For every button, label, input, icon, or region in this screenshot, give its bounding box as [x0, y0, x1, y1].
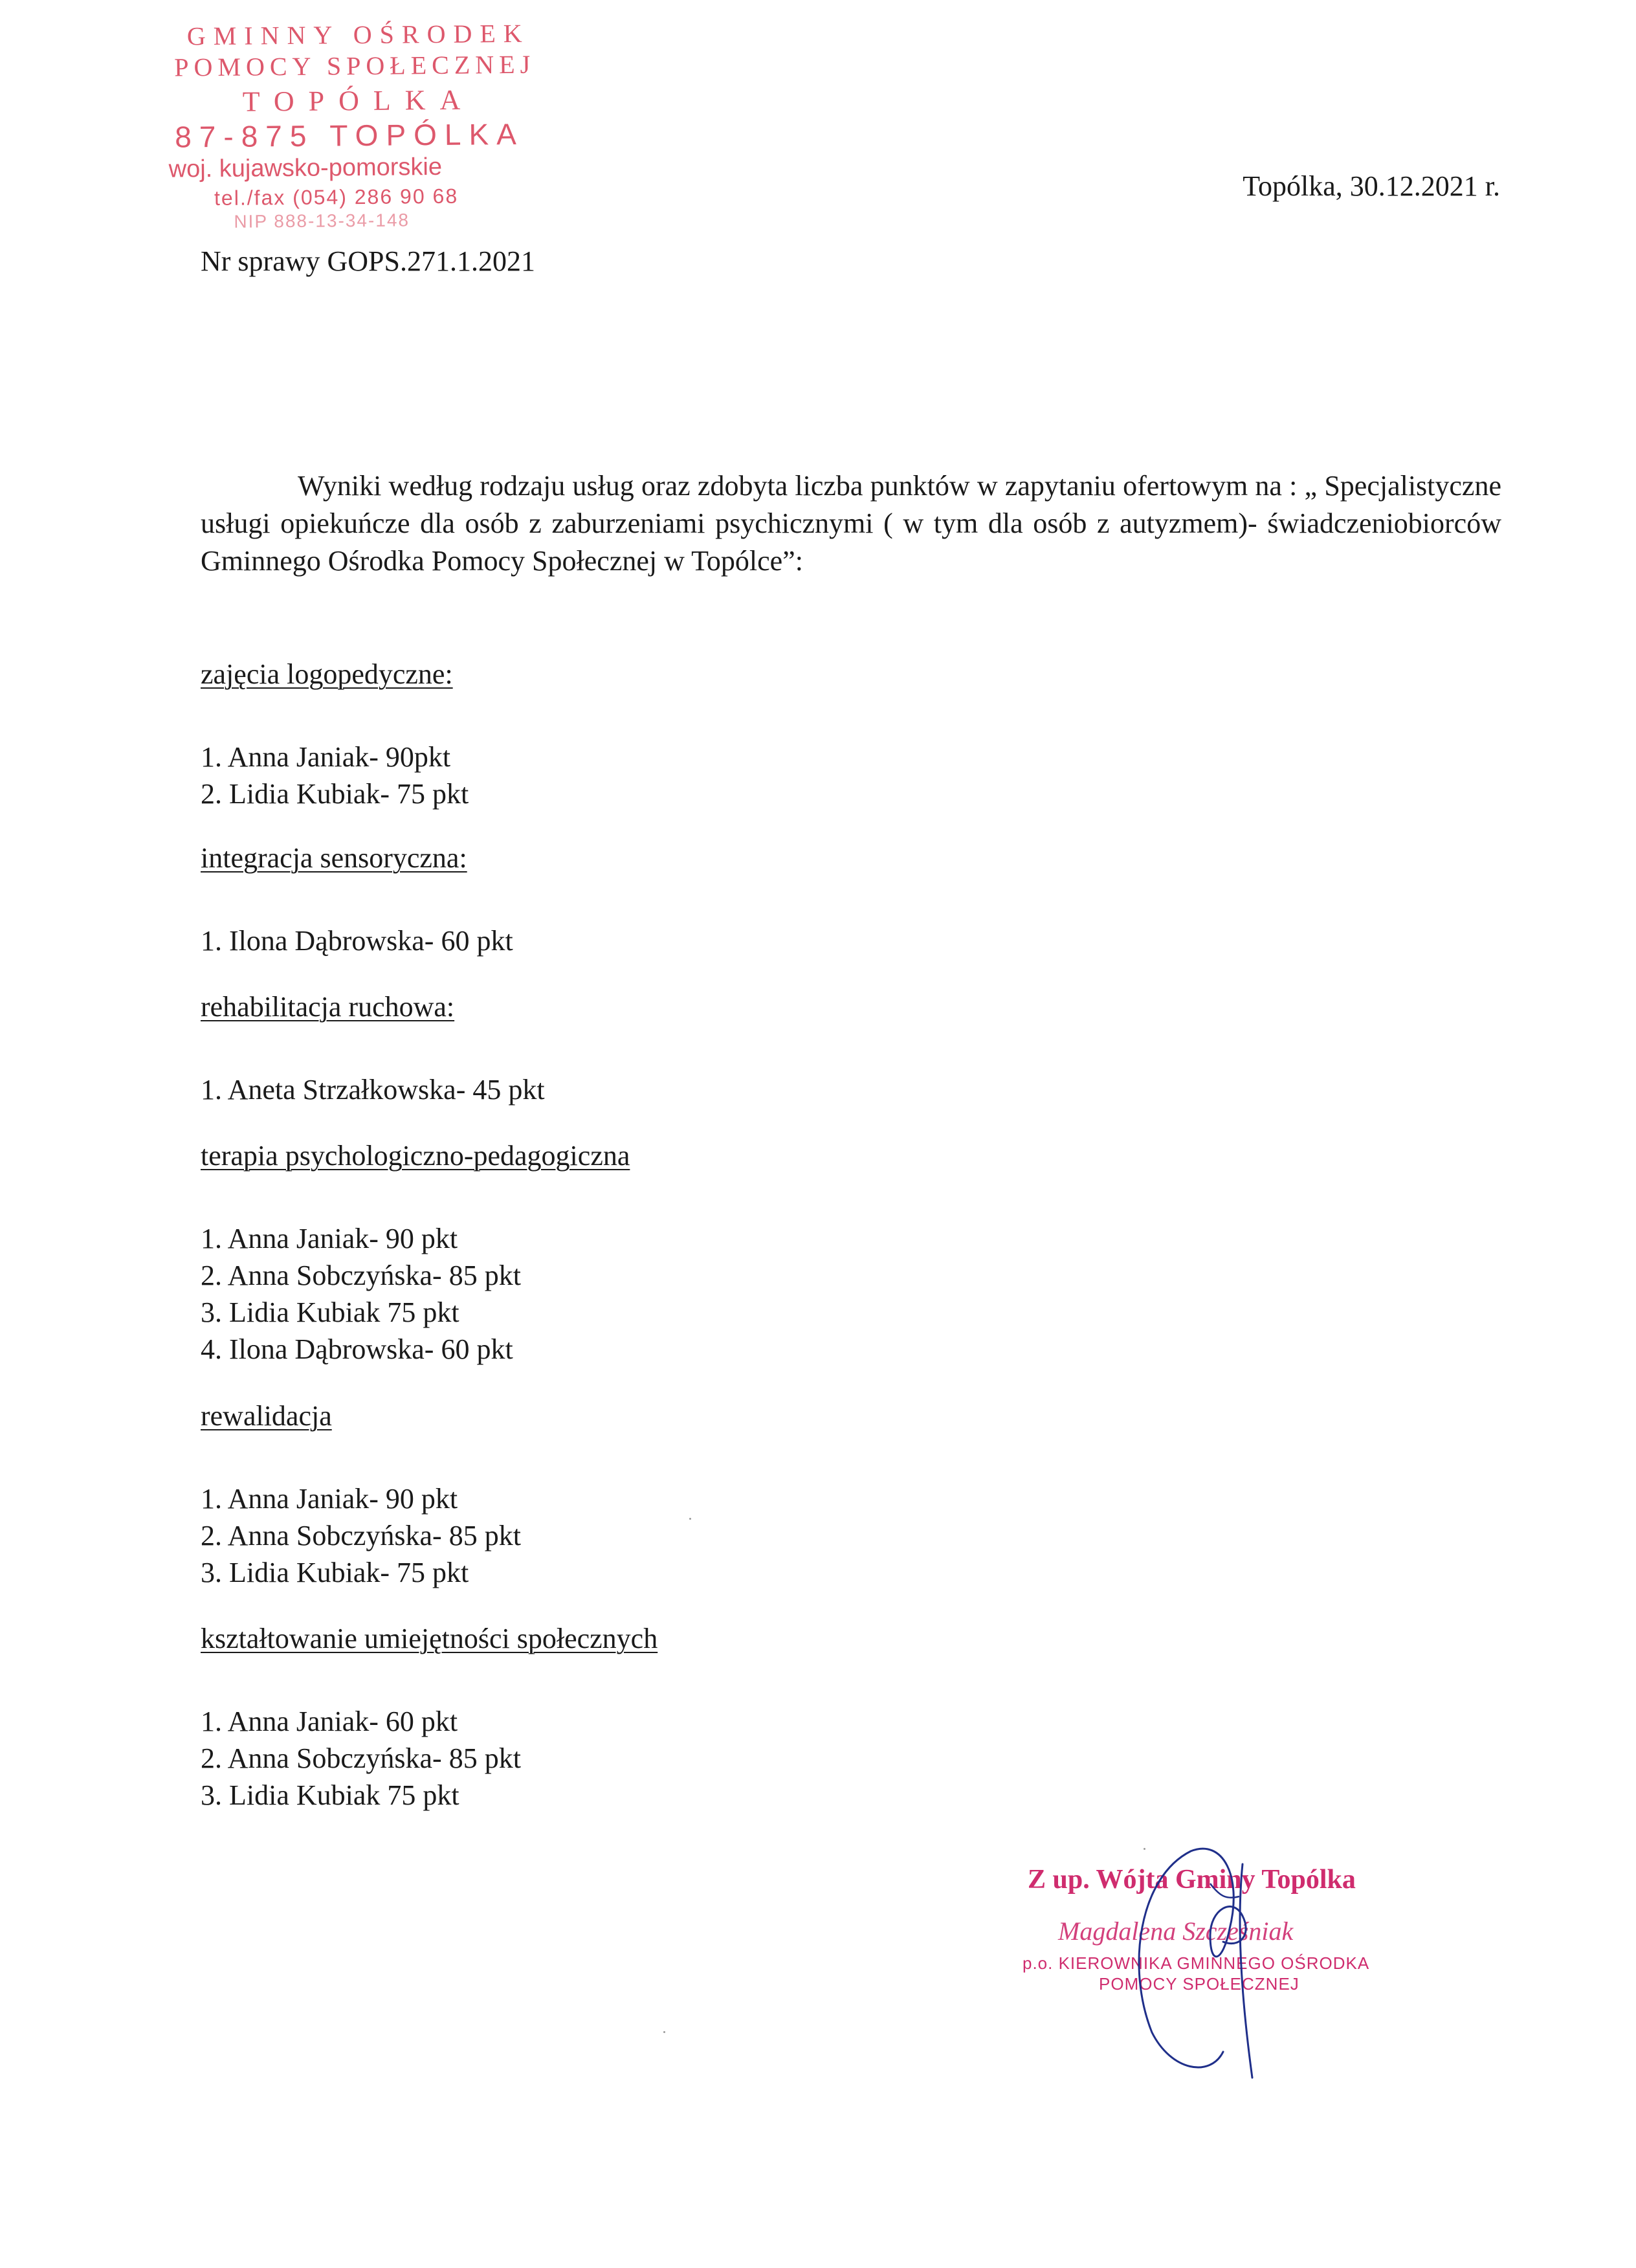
section-heading: kształtowanie umiejętności społecznych — [201, 1623, 658, 1654]
signature-authority: Z up. Wójta Gminy Topólka — [1028, 1865, 1356, 1895]
entry-list — [201, 1480, 521, 1591]
stamp-line: 87-875 TOPÓLKA — [174, 117, 525, 154]
entry-list — [201, 1071, 545, 1108]
section-sensory-integration — [201, 841, 513, 959]
list-item: 4. Ilona Dąbrowska- 60 pkt — [201, 1333, 513, 1365]
section-social-skills — [201, 1622, 658, 1814]
intro-paragraph — [201, 467, 1501, 580]
list-item: 1. Aneta Strzałkowska- 45 pkt — [201, 1074, 545, 1106]
section-speech-therapy — [201, 658, 469, 812]
stamp-line: TOPÓLKA — [242, 83, 475, 118]
list-item: 1. Anna Janiak- 90 pkt — [201, 1483, 458, 1515]
place-date: Topólka, 30.12.2021 r. — [1243, 170, 1500, 202]
section-heading: zajęcia logopedyczne: — [201, 658, 453, 690]
scan-speck — [689, 1518, 691, 1520]
stamp-line: tel./fax (054) 286 90 68 — [214, 184, 459, 210]
section-psych-ped-therapy — [201, 1139, 630, 1368]
institution-stamp — [161, 17, 564, 232]
stamp-line: GMINNY OŚRODEK — [186, 18, 530, 51]
list-item: 3. Lidia Kubiak 75 pkt — [201, 1296, 459, 1328]
stamp-line: POMOCY SPOŁECZNEJ — [174, 49, 536, 82]
stamp-line: NIP 888-13-34-148 — [234, 210, 410, 232]
handwritten-signature — [1113, 1838, 1294, 2084]
section-heading: integracja sensoryczna: — [201, 842, 467, 874]
list-item: 1. Anna Janiak- 90pkt — [201, 741, 451, 773]
entry-list — [201, 1703, 658, 1814]
entry-list — [201, 739, 469, 812]
scan-speck — [1144, 1848, 1145, 1850]
case-number: Nr sprawy GOPS.271.1.2021 — [201, 245, 535, 277]
section-heading: rewalidacja — [201, 1400, 332, 1432]
list-item: 1. Anna Janiak- 90 pkt — [201, 1223, 458, 1254]
list-item: 2. Anna Sobczyńska- 85 pkt — [201, 1520, 521, 1551]
entry-list — [201, 1220, 630, 1368]
signatory-role: POMOCY SPOŁECZNEJ — [1099, 1974, 1299, 1994]
section-heading: rehabilitacja ruchowa: — [201, 991, 455, 1023]
section-motor-rehabilitation — [201, 990, 545, 1108]
section-revalidation — [201, 1399, 521, 1591]
list-item: 3. Lidia Kubiak- 75 pkt — [201, 1557, 469, 1588]
list-item: 2. Lidia Kubiak- 75 pkt — [201, 778, 469, 810]
list-item: 1. Ilona Dąbrowska- 60 pkt — [201, 925, 513, 957]
list-item: 2. Anna Sobczyńska- 85 pkt — [201, 1260, 521, 1291]
signatory-role: p.o. KIEROWNIKA GMINNEGO OŚRODKA — [1022, 1953, 1370, 1973]
section-heading: terapia psychologiczno-pedagogiczna — [201, 1140, 630, 1172]
scan-speck — [663, 2031, 665, 2033]
list-item: 1. Anna Janiak- 60 pkt — [201, 1706, 458, 1737]
intro-text: Wyniki według rodzaju usług oraz zdobyta liczba punktów w zapytaniu ofertowym na : „ Specjalistyczne usługi opiekuńcze dla osób z zaburzeniami psychicznymi ( w tym dla osób z autyzmem)- świadczeniobiorców Gminnego Ośrodka Pomocy Społecznej w Topólce”: — [201, 470, 1501, 577]
entry-list — [201, 922, 513, 959]
stamp-line: woj. kujawsko-pomorskie — [168, 153, 443, 183]
list-item: 2. Anna Sobczyńska- 85 pkt — [201, 1742, 521, 1774]
list-item: 3. Lidia Kubiak 75 pkt — [201, 1779, 459, 1811]
signatory-name: Magdalena Szcześniak — [1058, 1917, 1294, 1946]
